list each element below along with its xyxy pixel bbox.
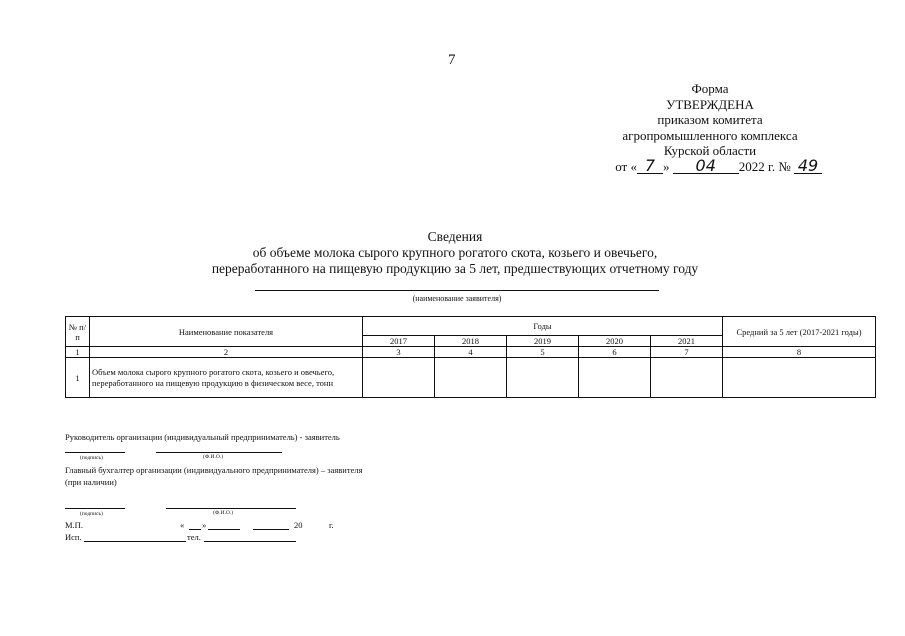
accountant-note: (при наличии) bbox=[65, 477, 117, 487]
index-cell-6: 6 bbox=[579, 347, 651, 358]
index-cell-7: 7 bbox=[651, 347, 723, 358]
accountant-label: Главный бухгалтер организации (индивидуального предпринимателя) – заявителя bbox=[65, 465, 363, 475]
approval-line-committee: агропромышленного комплекса bbox=[622, 127, 798, 143]
page-number: 7 bbox=[448, 52, 456, 68]
row1-2019-cell[interactable] bbox=[507, 358, 579, 398]
approval-line-approved: УТВЕРЖДЕНА bbox=[666, 96, 754, 112]
date-month-line-2 bbox=[253, 529, 289, 530]
approval-line-form: Форма bbox=[691, 81, 729, 96]
executor-line bbox=[84, 541, 186, 542]
applicant-name-line bbox=[255, 290, 659, 291]
header-year-2020: 2020 bbox=[579, 336, 651, 347]
date-month-line bbox=[208, 529, 240, 530]
row1-2020-cell[interactable] bbox=[579, 358, 651, 398]
title-line-3: переработанного на пищевую продукцию за 5 лет, предшествующих отчетному году bbox=[211, 261, 699, 276]
header-year-2017: 2017 bbox=[363, 336, 435, 347]
date-close-quote: » bbox=[202, 520, 207, 530]
head-fio-caption: (Ф.И.О.) bbox=[203, 454, 224, 460]
date-year-prefix: 20 bbox=[294, 520, 303, 530]
date-day-line bbox=[189, 529, 201, 530]
index-cell-5: 5 bbox=[507, 347, 579, 358]
header-year-2019: 2019 bbox=[507, 336, 579, 347]
head-sign-line bbox=[65, 452, 125, 453]
approval-day: 7 bbox=[637, 159, 663, 174]
header-average: Средний за 5 лет (2017-2021 годы) bbox=[723, 317, 876, 347]
applicant-caption: (наименование заявителя) bbox=[412, 294, 502, 303]
index-cell-8: 8 bbox=[723, 347, 876, 358]
header-years: Годы bbox=[363, 317, 723, 336]
index-cell-1: 1 bbox=[66, 347, 90, 358]
approval-month: 04 bbox=[673, 159, 739, 174]
accountant-fio-caption: (Ф.И.О.) bbox=[213, 510, 234, 516]
accountant-sign-line bbox=[65, 508, 125, 509]
row1-2018-cell[interactable] bbox=[435, 358, 507, 398]
row1-average-cell[interactable] bbox=[723, 358, 876, 398]
executor-label: Исп. bbox=[65, 532, 82, 542]
date-open-quote: « bbox=[180, 520, 185, 530]
approval-stamp bbox=[560, 81, 860, 174]
row1-name: Объем молока сырого крупного рогатого скота, козьего и овечьего, переработанного на пищевую продукцию в физическом весе, тонн bbox=[90, 358, 363, 398]
header-name: Наименование показателя bbox=[90, 317, 363, 347]
header-no: № п/п bbox=[66, 317, 90, 347]
index-cell-2: 2 bbox=[90, 347, 363, 358]
document-title bbox=[150, 229, 760, 277]
phone-line bbox=[204, 541, 296, 542]
approval-date-line: от « 7 » 04 2022 г. № 49 bbox=[560, 159, 860, 175]
header-year-2018: 2018 bbox=[435, 336, 507, 347]
approval-number: 49 bbox=[794, 159, 822, 174]
stamp-place-label: М.П. bbox=[65, 520, 83, 530]
accountant-sign-caption: (подпись) bbox=[80, 511, 103, 517]
approval-line-order: приказом комитета bbox=[657, 112, 763, 127]
data-table bbox=[65, 316, 876, 398]
row1-no: 1 bbox=[66, 358, 90, 398]
title-line-2: об объеме молока сырого крупного рогатого скота, козьего и овечьего, bbox=[252, 245, 658, 260]
index-cell-4: 4 bbox=[435, 347, 507, 358]
head-fio-line bbox=[156, 452, 282, 453]
header-year-2021: 2021 bbox=[651, 336, 723, 347]
row1-2021-cell[interactable] bbox=[651, 358, 723, 398]
title-line-1: Сведения bbox=[427, 229, 483, 244]
accountant-fio-line bbox=[166, 508, 296, 509]
head-sign-caption: (подпись) bbox=[80, 455, 103, 461]
approval-line-region: Курской области bbox=[663, 143, 757, 158]
phone-label: тел. bbox=[187, 532, 201, 542]
date-year-suffix: г. bbox=[329, 520, 334, 530]
index-cell-3: 3 bbox=[363, 347, 435, 358]
head-label: Руководитель организации (индивидуальный предприниматель) - заявитель bbox=[65, 432, 340, 442]
row1-2017-cell[interactable] bbox=[363, 358, 435, 398]
